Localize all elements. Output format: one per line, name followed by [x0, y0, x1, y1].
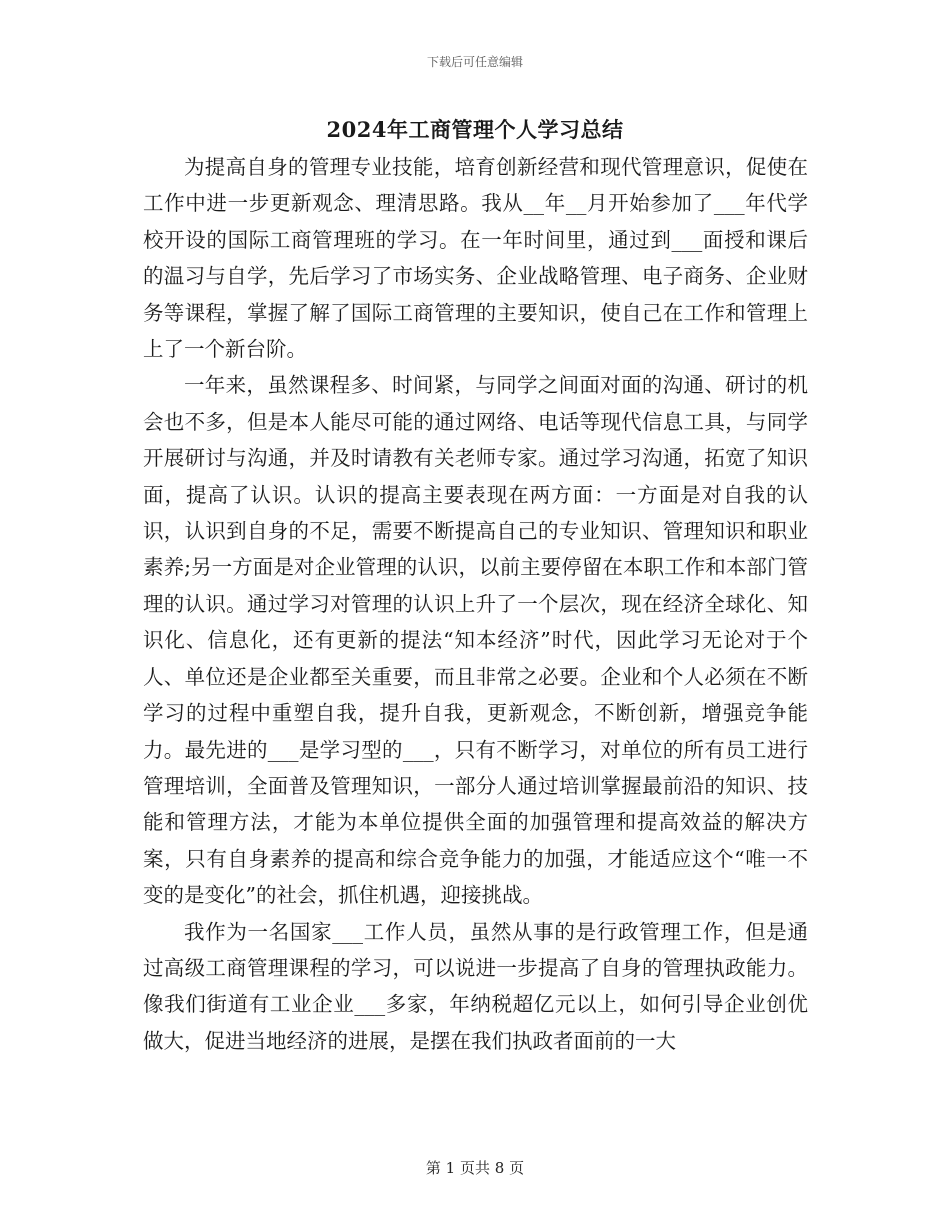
header-note: 下载后可任意编辑: [426, 55, 523, 69]
document-body: [143, 149, 808, 1059]
paragraph-2: 一年来，虽然课程多、时间紧，与同学之间面对面的沟通、研讨的机会也不多，但是本人能尽可能的通过网络、电话等现代信息工具，与同学开展研讨与沟通，并及时请教有关老师专家。通过学习沟通，拓宽了知识面，提高了认识。认识的提高主要表现在两方面：一方面是对自我的认识，认识到自身的不足，需要不断提高自己的专业知识、管理知识和职业素养;另一方面是对企业管理的认识，以前主要停留在本职工作和本部门管理的认识。通过学习对管理的认识上升了一个层次，现在经济全球化、知识化、信息化，还有更新的提法“知本经济”时代，因此学习无论对于个人、单位还是企业都至关重要，而且非常之必要。企业和个人必须在不断学习的过程中重塑自我，提升自我，更新观念，不断创新，增强竞争能力。最先进的___是学习型的___，只有不断学习，对单位的所有员工进行管理培训，全面普及管理知识，一部分人通过培训掌握最前沿的知识、技能和管理方法，才能为本单位提供全面的加强管理和提高效益的解决方案，只有自身素养的提高和综合竞争能力的加强，才能适应这个“唯一不变的是变化”的社会，抓住机遇，迎接挑战。: [143, 373, 808, 908]
page-number: 第 1 页共 8 页: [425, 1159, 525, 1177]
paragraph-1: 为提高自身的管理专业技能，培育创新经营和现代管理意识，促使在工作中进一步更新观念、理清思路。我从__年__月开始参加了___年代学校开设的国际工商管理班的学习。在一年时间里，通过到___面授和课后的温习与自学，先后学习了市场实务、企业战略管理、电子商务、企业财务等课程，掌握了解了国际工商管理的主要知识，使自己在工作和管理上上了一个新台阶。: [143, 155, 808, 362]
document-title: 2024年工商管理个人学习总结: [326, 117, 624, 142]
paragraph-3: 我作为一名国家___工作人员，虽然从事的是行政管理工作，但是通过高级工商管理课程的学习，可以说进一步提高了自身的管理执政能力。像我们街道有工业企业___多家，年纳税超亿元以上，如何引导企业创优做大，促进当地经济的进展，是摆在我们执政者面前的一大: [143, 919, 808, 1053]
